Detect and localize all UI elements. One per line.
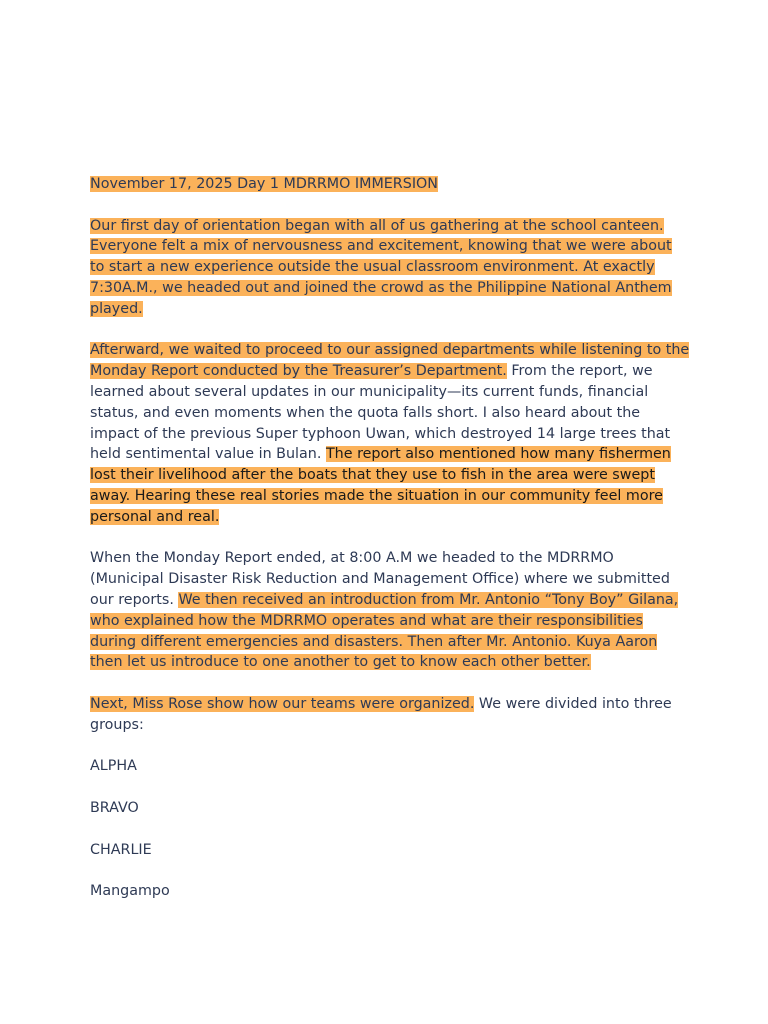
paragraph-4	[90, 694, 690, 736]
paragraph-4-segment-2: We were divided into three groups:	[90, 695, 672, 733]
paragraph-2-segment-3: The report also mentioned how many fishermen lost their livelihood after the boats that they use to fish in the area were swept away. Hearing these real stories made the situation in our community feel more personal and real.	[90, 446, 671, 525]
paragraph-3-segment-1: When the Monday Report ended, at 8:00 A.M we headed to the MDRRMO (Municipal Disaster Risk Reduction and Management Office) where we submitted our reports.	[90, 550, 670, 608]
group-mangampo: Mangampo	[90, 883, 170, 900]
paragraph-2-segment-1: Afterward, we waited to proceed to our assigned departments while listening to the Monday Report conducted by the Treasurer’s Department.	[90, 342, 690, 380]
title-highlight: November 17, 2025 Day 1 MDRRMO IMMERSION	[90, 176, 438, 192]
document-title	[90, 174, 690, 195]
paragraph-2	[90, 340, 690, 527]
paragraph-3-segment-2: We then received an introduction from Mr. Antonio “Tony Boy” Gilana, who explained how the MDRRMO operates and what are their responsibilities during different emergencies and disasters. Then after Mr. Antonio. Kuya Aaron then let us introduce to one another to get to know each other better.	[90, 591, 679, 671]
paragraph-4-segment-1: Next, Miss Rose show how our teams were organized.	[90, 695, 475, 712]
paragraph-3	[90, 548, 690, 673]
group-charlie: CHARLIE	[90, 841, 152, 858]
document-page	[90, 174, 690, 923]
group-bravo: BRAVO	[90, 799, 139, 816]
group-alpha: ALPHA	[90, 758, 137, 775]
paragraph-2-segment-2: From the report, we learned about several updates in our municipality—its current funds, financial status, and even moments when the quota falls short. I also heard about the impact of the previous Super typhoon Uwan, which destroyed 14 large trees that held sentimental value in Bulan.	[90, 363, 671, 463]
paragraph-1	[90, 216, 690, 320]
paragraph-1-segment-1: Our first day of orientation began with all of us gathering at the school canteen. Everyone felt a mix of nervousness and excitement, knowing that we were about to start a new experience outside the usual classroom environment. At exactly 7:30A.M., we headed out and joined the crowd as the Philippine National Anthem played.	[90, 217, 672, 317]
